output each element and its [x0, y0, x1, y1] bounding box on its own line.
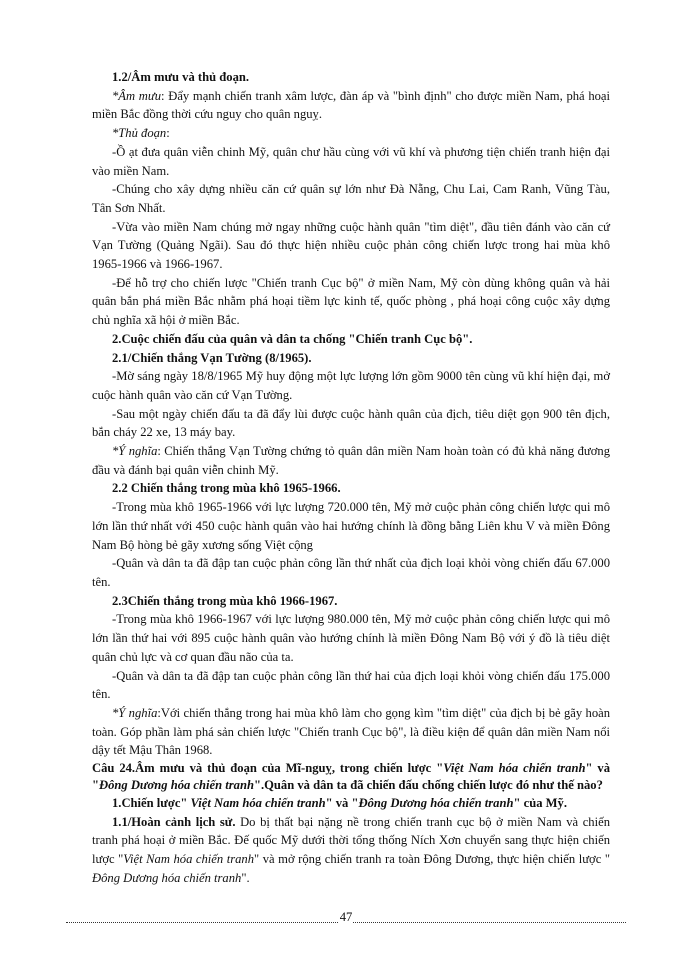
paragraph	[92, 610, 610, 666]
text-run: 2.3Chiến thắng trong mùa khô 1966-1967.	[112, 593, 338, 608]
text-run: -Sau một ngày chiến đấu ta đã đẩy lùi được cuộc hành quân của địch, tiêu diệt gọn 900 tên địch, bắn cháy 22 xe, 13 máy bay.	[92, 406, 610, 440]
text-run: -Vừa vào miền Nam chúng mở ngay những cuộc hành quân "tìm diệt", đầu tiên đánh vào căn cứ Vạn Tường (Quảng Ngãi). Sau đó thực hiện nhiều cuộc phản công chiến lược trong hai mùa khô 1965-1966 và 1966-1967.	[92, 219, 610, 272]
text-run: *Ý nghĩa	[112, 705, 158, 720]
text-run: 1.Chiến lược"	[112, 796, 191, 811]
paragraph	[92, 367, 610, 404]
paragraph	[92, 405, 610, 442]
text-run: -Chúng cho xây dựng nhiều căn cứ quân sự lớn như Đà Nẵng, Chu Lai, Cam Ranh, Vũng Tàu, Tân Sơn Nhất.	[92, 182, 610, 215]
paragraph	[92, 124, 610, 143]
text-run: Đông Dương hóa chiến tranh	[99, 778, 254, 793]
text-run: *Thủ đoạn	[112, 126, 167, 141]
document-body	[92, 68, 610, 888]
text-run: ".Quân và dân ta đã chiến đấu chống chiến lược đó như thế nào?	[253, 778, 603, 793]
text-run: Việt Nam hóa chiến tranh	[123, 852, 255, 867]
text-run: *Ý nghĩa	[112, 444, 158, 459]
paragraph	[92, 667, 610, 704]
text-run: Đông Dương hóa chiến tranh	[358, 796, 514, 811]
paragraph	[92, 554, 610, 591]
paragraph	[92, 442, 610, 479]
page-footer	[66, 906, 626, 923]
text-run: Do bị thất bại nặng nề trong chiến tranh cục bộ ở miền Nam và chiến tranh phá hoại ở miền Bắc. Đế quốc Mỹ dưới thời tổng thống Ních Xơn chuyển sang thực hiện chiến lược "	[92, 814, 610, 867]
paragraph	[92, 143, 610, 180]
paragraph	[92, 498, 610, 554]
text-run: -Quân và dân ta đã đập tan cuộc phản công lần thứ nhất của địch loại khỏi vòng chiến đấu 67.000 tên.	[92, 556, 610, 589]
paragraph	[92, 760, 610, 794]
paragraph	[92, 794, 610, 813]
paragraph	[92, 479, 610, 498]
text-run: Đông Dương hóa chiến tranh	[92, 870, 242, 885]
paragraph	[92, 592, 610, 611]
text-run: 2.Cuộc chiến đấu của quân và dân ta chống "Chiến tranh Cục bộ".	[112, 331, 473, 346]
paragraph	[92, 349, 610, 368]
text-run: 1.2/Âm mưu và thủ đoạn.	[112, 70, 250, 84]
text-run: " và "	[92, 761, 610, 793]
text-run: 1.1/Hoàn cảnh lịch sử.	[112, 814, 236, 829]
text-run: Câu 24.Âm mưu và thủ đoạn của Mĩ-nguỵ, trong chiến lược "	[92, 761, 444, 776]
text-run: " và mở rộng chiến tranh ra toàn Đông Dương, thực hiện chiến lược "	[254, 852, 610, 867]
text-run: -Ồ ạt đưa quân viễn chinh Mỹ, quân chư hầu cùng với vũ khí và phương tiện chiến tranh hiện đại vào miền Nam.	[92, 144, 610, 178]
text-run: 2.2 Chiến thắng trong mùa khô 1965-1966.	[112, 481, 341, 496]
paragraph	[92, 218, 610, 274]
paragraph	[92, 180, 610, 217]
paragraph	[92, 704, 610, 760]
page-number: 47	[339, 910, 353, 924]
text-run: -Mờ sáng ngày 18/8/1965 Mỹ huy động một lực lượng lớn gồm 9000 tên cùng vũ khí hiện đại, mở cuộc hành quân vào căn cứ Vạn Tường.	[92, 369, 610, 402]
text-run: : Đẩy mạnh chiến tranh xâm lược, đàn áp và "bình định" cho được miền Nam, phá hoại miền Bắc đồng thời cứu nguy cho quân nguỵ.	[92, 88, 610, 122]
text-run: 2.1/Chiến thắng Vạn Tường (8/1965).	[112, 350, 312, 365]
text-run: Việt Nam hóa chiến tranh	[190, 796, 326, 811]
text-run: :	[166, 126, 170, 141]
text-run: -Để hỗ trợ cho chiến lược "Chiến tranh Cục bộ" ở miền Nam, Mỹ còn dùng không quân và hải quân bắn phá miền Bắc nhằm phá hoại tiềm lực kinh tế, quốc phòng , phá hoại công cuộc xây dựng chủ nghĩa xã hội ở miền Bắc.	[92, 275, 610, 328]
text-run: -Quân và dân ta đã đập tan cuộc phản công lần thứ hai của địch loại khỏi vòng chiến đấu 175.000 tên.	[92, 668, 610, 702]
text-run: ".	[241, 870, 250, 885]
text-run: -Trong mùa khô 1966-1967 với lực lượng 980.000 tên, Mỹ mở cuộc phản công chiến lược qui mô lớn lần thứ hai với 895 cuộc hành quân vào hướng chính là miền Đông Nam Bộ với ý đồ là tiêu diệt quân chủ lực và cơ quan đầu não của ta.	[92, 612, 610, 664]
paragraph	[92, 813, 610, 888]
text-run: -Trong mùa khô 1965-1966 với lực lượng 720.000 tên, Mỹ mở cuộc phản công chiến lược qui mô lớn lần thứ nhất với 450 cuộc hành quân vào hai hướng chính là đồng bằng Liên khu V và miền Đông Nam Bộ hòng bẻ gãy xương sống Việt cộng	[92, 500, 610, 552]
paragraph	[92, 330, 610, 349]
paragraph	[92, 87, 610, 124]
text-run: " và "	[325, 796, 359, 811]
text-run: *Âm mưu	[112, 88, 162, 103]
text-run: Việt Nam hóa chiến tranh	[443, 761, 586, 776]
text-run: :Với chiến thắng trong hai mùa khô làm cho gọng kìm "tìm diệt" của địch bị bẻ gãy hoàn toàn. Góp phần làm phá sản chiến lược "Chiến tranh Cục bộ", là điều kiện để quân dân miền Nam nổi dậy tết Mậu Thân 1968.	[92, 705, 611, 758]
paragraph	[92, 68, 610, 87]
paragraph	[92, 274, 610, 330]
text-run: " của Mỹ.	[513, 796, 567, 811]
text-run: : Chiến thắng Vạn Tường chứng tỏ quân dân miền Nam hoàn toàn có đủ khả năng đương đầu và đánh bại quân viễn chinh Mỹ.	[92, 444, 611, 477]
